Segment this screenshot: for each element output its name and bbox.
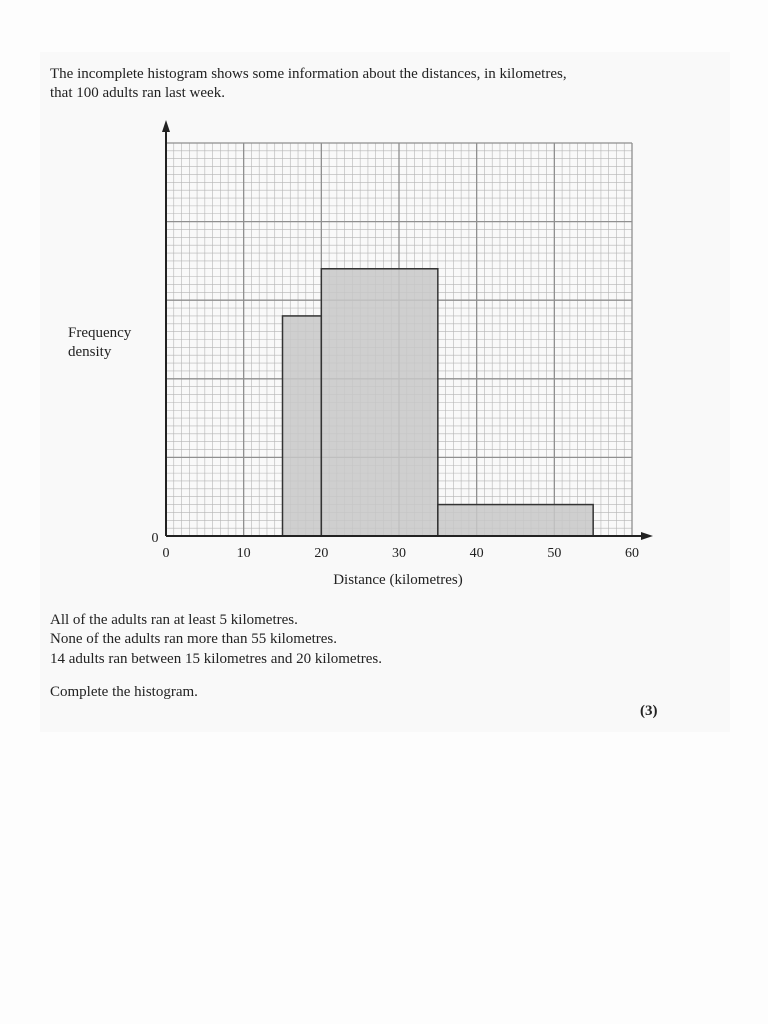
info-line-3: 14 adults ran between 15 kilometres and 20 kilometres. [50, 651, 382, 667]
info-line-2: None of the adults ran more than 55 kilometres. [50, 631, 338, 647]
x-tick-labels [163, 546, 640, 561]
marks-label: (3) [640, 703, 658, 719]
x-axis-label: Distance (kilometres) [333, 572, 463, 588]
x-tick-label-40: 40 [469, 546, 484, 561]
y-axis-label-line-2: density [68, 344, 112, 360]
x-tick-label-0: 0 [162, 546, 170, 561]
y-tick-label-0: 0 [151, 531, 159, 546]
y-axis-arrow [162, 120, 170, 132]
x-tick-label-30: 30 [392, 546, 406, 561]
histogram-bar-2 [321, 269, 438, 536]
x-tick-label-20: 20 [314, 546, 329, 561]
intro-text-line-2: that 100 adults ran last week. [50, 85, 225, 101]
info-line-1: All of the adults ran at least 5 kilometres. [50, 612, 298, 628]
x-tick-label-60: 60 [625, 546, 639, 561]
intro-text-line-1: The incomplete histogram shows some information about the distances, in kilometres, [50, 66, 567, 82]
histogram-bar-3 [438, 505, 593, 536]
x-axis-arrow [641, 532, 653, 540]
x-tick-label-10: 10 [236, 546, 251, 561]
y-axis-label-line-1: Frequency [68, 325, 132, 341]
histogram-bar-1 [283, 316, 322, 536]
instruction-text: Complete the histogram. [50, 684, 198, 700]
x-tick-label-50: 50 [547, 546, 562, 561]
